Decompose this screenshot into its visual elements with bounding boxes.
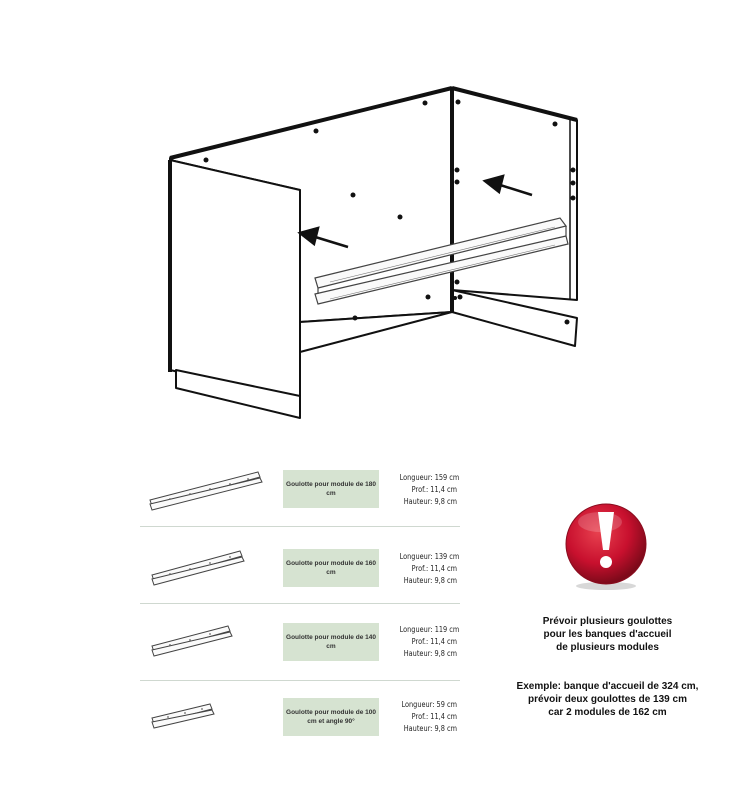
dimension-length: Longueur: 59 cm <box>401 700 457 709</box>
dimension-height: Hauteur: 9,8 cm <box>403 576 457 585</box>
example-line: Exemple: banque d'accueil de 324 cm, <box>516 681 699 692</box>
module-label: Goulotte pour module de 100 cm et angle 90° <box>283 698 379 736</box>
example-block <box>485 680 730 719</box>
note-line: pour les banques d'accueil <box>543 629 672 640</box>
dimension-length: Longueur: 119 cm <box>399 625 460 634</box>
dimension-height: Hauteur: 9,8 cm <box>403 497 457 506</box>
rail-icon <box>140 458 280 533</box>
module-dimensions <box>387 699 457 735</box>
example-line: car 2 modules de 162 cm <box>548 707 667 718</box>
row-separator <box>140 526 460 527</box>
back-panel-right <box>452 88 577 300</box>
module-row <box>140 535 460 610</box>
dimension-depth: Prof.: 11,4 cm <box>411 712 457 721</box>
row-separator <box>140 680 460 681</box>
dimension-length: Longueur: 139 cm <box>399 552 460 561</box>
dimension-height: Hauteur: 9,8 cm <box>403 649 457 658</box>
module-dimensions <box>387 472 460 508</box>
rail-icon <box>140 612 280 687</box>
module-label: Goulotte pour module de 180 cm <box>283 470 379 508</box>
warning-exclamation-icon <box>560 500 652 592</box>
dimension-length: Longueur: 159 cm <box>399 473 460 482</box>
rail-icon <box>140 690 280 765</box>
example-line: prévoir deux goulottes de 139 cm <box>528 694 687 705</box>
module-dimensions <box>387 624 460 660</box>
module-dimensions <box>387 551 460 587</box>
row-separator <box>140 603 460 604</box>
module-label: Goulotte pour module de 160 cm <box>283 549 379 587</box>
note-line: de plusieurs modules <box>556 642 659 653</box>
module-row <box>140 458 460 533</box>
note-block <box>485 615 730 654</box>
module-label: Goulotte pour module de 140 cm <box>283 623 379 661</box>
dimension-depth: Prof.: 11,4 cm <box>411 564 457 573</box>
dimension-depth: Prof.: 11,4 cm <box>411 637 457 646</box>
side-panel-left <box>170 160 300 400</box>
module-row <box>140 612 460 687</box>
rail-icon <box>140 535 280 610</box>
module-row <box>140 690 460 765</box>
dimension-height: Hauteur: 9,8 cm <box>403 724 457 733</box>
dimension-depth: Prof.: 11,4 cm <box>411 485 457 494</box>
note-line: Prévoir plusieurs goulottes <box>542 616 673 627</box>
